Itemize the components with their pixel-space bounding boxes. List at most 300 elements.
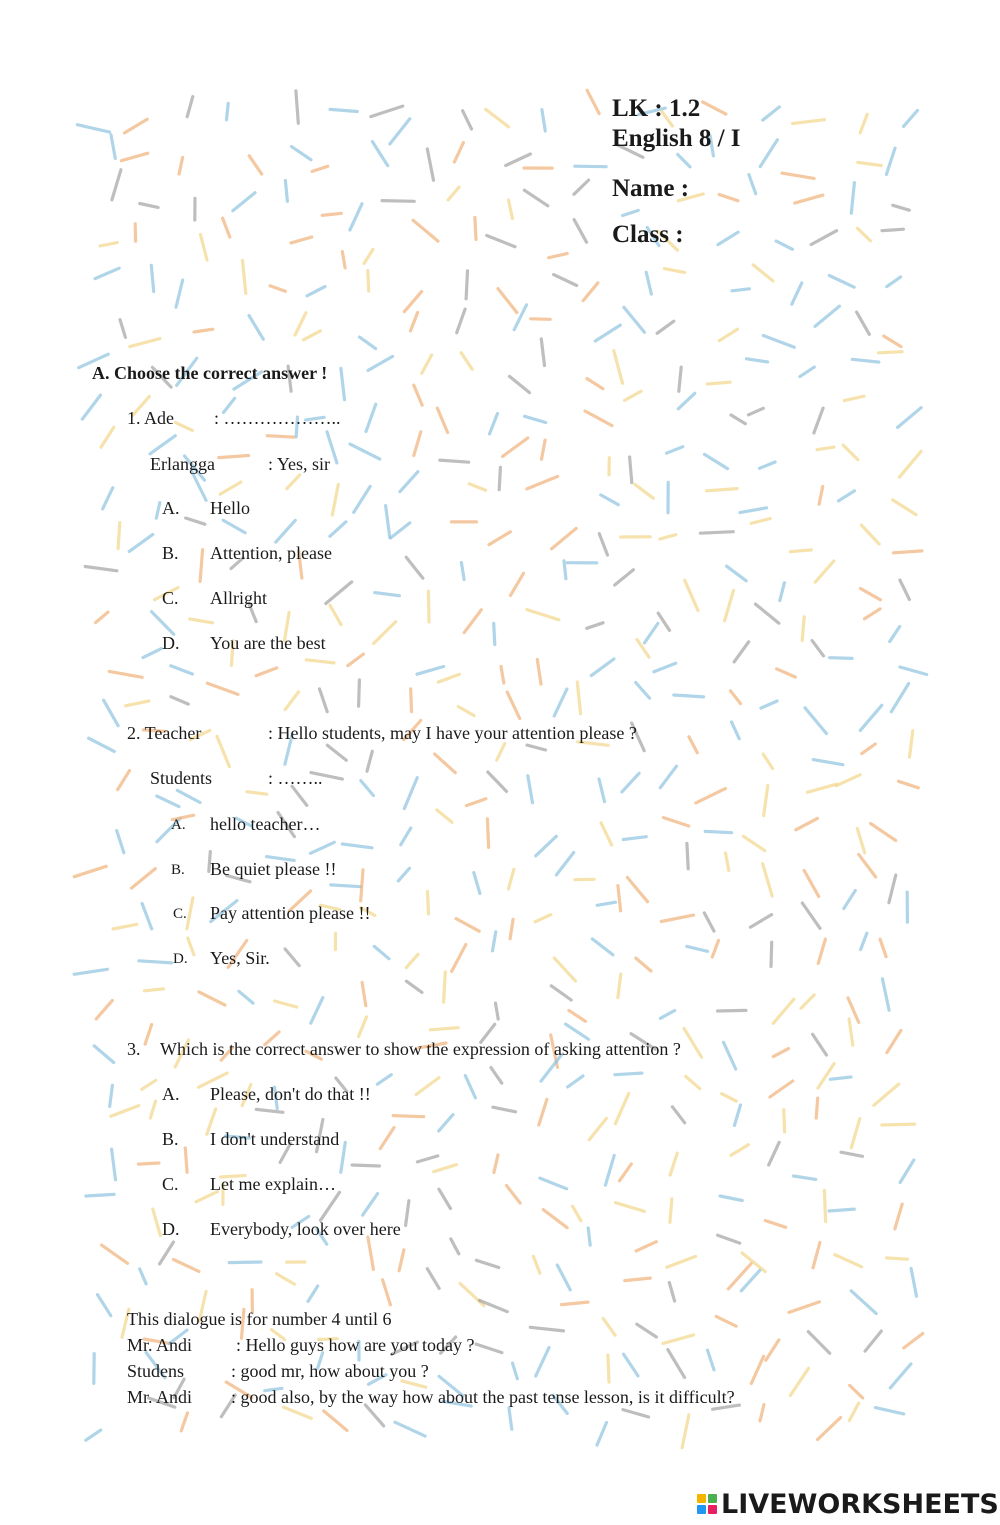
confetti-stroke bbox=[139, 961, 172, 963]
confetti-stroke bbox=[476, 1344, 502, 1353]
confetti-stroke bbox=[414, 385, 422, 405]
confetti-stroke bbox=[86, 1194, 114, 1196]
confetti-stroke bbox=[622, 773, 639, 792]
confetti-stroke bbox=[324, 1411, 347, 1431]
confetti-stroke bbox=[525, 416, 546, 422]
confetti-stroke bbox=[89, 738, 115, 751]
confetti-stroke bbox=[467, 799, 486, 806]
confetti-stroke bbox=[86, 1430, 101, 1440]
confetti-stroke bbox=[685, 580, 698, 610]
confetti-stroke bbox=[718, 1235, 740, 1243]
confetti-stroke bbox=[726, 853, 729, 870]
confetti-stroke bbox=[398, 868, 409, 881]
confetti-stroke bbox=[308, 1286, 318, 1301]
confetti-stroke bbox=[747, 359, 768, 362]
confetti-stroke bbox=[813, 760, 843, 765]
confetti-stroke bbox=[661, 915, 693, 921]
confetti-stroke bbox=[173, 1260, 199, 1272]
dialogue-line: : good also, by the way how about the past tense lesson, is it difficult? bbox=[231, 1387, 735, 1407]
confetti-stroke bbox=[496, 1003, 499, 1019]
confetti-stroke bbox=[374, 946, 389, 958]
confetti-stroke bbox=[646, 272, 651, 294]
confetti-stroke bbox=[734, 1105, 740, 1125]
confetti-stroke bbox=[498, 289, 517, 313]
confetti-stroke bbox=[368, 1237, 374, 1269]
confetti-stroke bbox=[413, 220, 438, 241]
confetti-stroke bbox=[734, 642, 749, 662]
confetti-stroke bbox=[910, 731, 913, 757]
q2-line-2: : …….. bbox=[268, 768, 323, 788]
q3-option-letter: B. bbox=[162, 1129, 179, 1149]
confetti-stroke bbox=[678, 393, 695, 409]
confetti-stroke bbox=[556, 853, 573, 875]
q1-option-d[interactable]: You are the best bbox=[210, 633, 326, 653]
confetti-stroke bbox=[887, 1030, 901, 1052]
confetti-stroke bbox=[860, 705, 882, 730]
confetti-stroke bbox=[401, 828, 411, 845]
confetti-stroke bbox=[718, 1010, 746, 1011]
confetti-stroke bbox=[363, 1194, 378, 1216]
confetti-stroke bbox=[712, 940, 718, 957]
confetti-stroke bbox=[749, 408, 764, 415]
confetti-stroke bbox=[509, 1408, 512, 1430]
confetti-stroke bbox=[461, 353, 472, 370]
confetti-stroke bbox=[190, 619, 213, 623]
confetti-stroke bbox=[811, 231, 836, 245]
confetti-stroke bbox=[672, 1107, 684, 1123]
confetti-stroke bbox=[718, 232, 738, 244]
confetti-stroke bbox=[371, 106, 403, 117]
confetti-stroke bbox=[383, 1280, 391, 1305]
confetti-stroke bbox=[829, 276, 854, 288]
confetti-stroke bbox=[223, 520, 245, 533]
confetti-stroke bbox=[760, 462, 776, 468]
confetti-stroke bbox=[577, 682, 580, 714]
confetti-stroke bbox=[307, 287, 325, 296]
confetti-stroke bbox=[311, 842, 335, 853]
confetti-stroke bbox=[372, 142, 387, 166]
confetti-stroke bbox=[858, 228, 871, 241]
confetti-stroke bbox=[229, 1262, 261, 1263]
confetti-stroke bbox=[126, 701, 149, 706]
confetti-stroke bbox=[511, 573, 524, 595]
confetti-stroke bbox=[623, 1410, 649, 1417]
confetti-stroke bbox=[802, 903, 820, 928]
confetti-stroke bbox=[725, 590, 734, 620]
confetti-stroke bbox=[437, 810, 452, 822]
confetti-stroke bbox=[601, 823, 612, 845]
confetti-stroke bbox=[637, 1324, 657, 1337]
confetti-stroke bbox=[179, 158, 183, 175]
confetti-stroke bbox=[243, 260, 246, 293]
confetti-stroke bbox=[658, 613, 669, 630]
q2-option-letter: D. bbox=[173, 951, 188, 967]
confetti-stroke bbox=[332, 484, 338, 515]
confetti-stroke bbox=[716, 1316, 736, 1326]
q2-option-letter: C. bbox=[173, 906, 187, 922]
confetti-stroke bbox=[465, 1076, 475, 1098]
confetti-stroke bbox=[474, 873, 480, 894]
confetti-stroke bbox=[422, 355, 432, 373]
confetti-stroke bbox=[608, 1355, 609, 1382]
confetti-stroke bbox=[601, 495, 619, 505]
q3-option-d[interactable]: Everybody, look over here bbox=[210, 1219, 401, 1239]
confetti-stroke bbox=[890, 627, 900, 642]
confetti-stroke bbox=[850, 1385, 863, 1398]
confetti-stroke bbox=[117, 831, 124, 853]
q3-number: 3. bbox=[127, 1039, 141, 1059]
confetti-stroke bbox=[98, 1295, 111, 1316]
confetti-stroke bbox=[542, 110, 545, 132]
q2-speaker-2: Students bbox=[150, 768, 213, 788]
confetti-stroke bbox=[440, 460, 469, 462]
confetti-stroke bbox=[687, 946, 708, 951]
confetti-stroke bbox=[727, 566, 747, 581]
confetti-stroke bbox=[187, 898, 193, 929]
confetti-stroke bbox=[800, 367, 814, 377]
confetti-stroke bbox=[705, 454, 728, 468]
confetti-stroke bbox=[312, 166, 328, 171]
confetti-stroke bbox=[554, 275, 577, 286]
confetti-stroke bbox=[587, 623, 603, 629]
confetti-stroke bbox=[882, 229, 903, 231]
confetti-stroke bbox=[844, 396, 864, 400]
q3-option-b[interactable]: I don't understand bbox=[210, 1129, 340, 1149]
confetti-stroke bbox=[217, 736, 229, 766]
confetti-stroke bbox=[359, 680, 360, 706]
confetti-stroke bbox=[439, 1115, 453, 1131]
confetti-stroke bbox=[285, 949, 299, 966]
confetti-stroke bbox=[475, 218, 476, 240]
confetti-stroke bbox=[277, 1274, 295, 1285]
q1-option-letter: A. bbox=[162, 498, 180, 518]
q1-option-letter: D. bbox=[162, 633, 180, 653]
confetti-stroke bbox=[568, 1076, 583, 1087]
confetti-stroke bbox=[780, 583, 785, 601]
confetti-stroke bbox=[790, 1368, 808, 1395]
confetti-stroke bbox=[704, 913, 714, 931]
confetti-stroke bbox=[859, 854, 876, 877]
confetti-stroke bbox=[599, 779, 605, 802]
class-label: Class : bbox=[612, 221, 684, 248]
confetti-stroke bbox=[494, 1155, 498, 1173]
confetti-stroke bbox=[125, 119, 148, 133]
q1-option-a[interactable]: Hello bbox=[210, 498, 250, 518]
confetti-stroke bbox=[884, 336, 901, 347]
confetti-stroke bbox=[554, 689, 567, 716]
confetti-stroke bbox=[627, 878, 647, 902]
confetti-stroke bbox=[140, 1269, 146, 1284]
confetti-stroke bbox=[463, 111, 472, 129]
confetti-stroke bbox=[102, 1245, 128, 1263]
confetti-stroke bbox=[893, 205, 910, 210]
confetti-stroke bbox=[219, 456, 249, 458]
confetti-stroke bbox=[805, 708, 826, 734]
confetti-stroke bbox=[771, 942, 772, 966]
confetti-stroke bbox=[150, 1101, 155, 1118]
confetti-stroke bbox=[591, 659, 614, 676]
logo-grid-icon bbox=[697, 1494, 717, 1514]
confetti-stroke bbox=[663, 1335, 694, 1344]
confetti-stroke bbox=[851, 1119, 860, 1148]
confetti-stroke bbox=[120, 320, 125, 338]
confetti-stroke bbox=[857, 829, 864, 853]
confetti-stroke bbox=[618, 886, 621, 911]
confetti-stroke bbox=[406, 981, 422, 992]
q2-option-letter: A. bbox=[171, 817, 186, 833]
confetti-stroke bbox=[487, 819, 488, 848]
confetti-stroke bbox=[382, 201, 414, 202]
confetti-stroke bbox=[782, 173, 814, 178]
confetti-stroke bbox=[439, 1189, 451, 1208]
confetti-stroke bbox=[322, 213, 341, 215]
confetti-stroke bbox=[77, 125, 109, 132]
confetti-stroke bbox=[900, 667, 927, 675]
confetti-stroke bbox=[818, 1418, 841, 1440]
confetti-stroke bbox=[118, 771, 130, 790]
confetti-stroke bbox=[249, 316, 263, 340]
confetti-stroke bbox=[74, 969, 107, 974]
confetti-stroke bbox=[153, 1209, 161, 1236]
confetti-stroke bbox=[784, 1110, 785, 1132]
confetti-stroke bbox=[399, 1250, 404, 1271]
q3-option-letter: A. bbox=[162, 1084, 180, 1104]
confetti-stroke bbox=[368, 356, 393, 370]
confetti-stroke bbox=[620, 1164, 632, 1181]
confetti-stroke bbox=[636, 958, 651, 971]
confetti-stroke bbox=[770, 1081, 793, 1097]
confetti-stroke bbox=[142, 904, 152, 929]
confetti-stroke bbox=[527, 745, 546, 750]
confetti-stroke bbox=[352, 1165, 379, 1166]
confetti-stroke bbox=[292, 786, 307, 805]
confetti-stroke bbox=[813, 1034, 827, 1055]
confetti-stroke bbox=[911, 1268, 916, 1296]
confetti-stroke bbox=[350, 204, 362, 230]
confetti-stroke bbox=[674, 695, 704, 697]
confetti-stroke bbox=[361, 870, 363, 901]
confetti-stroke bbox=[350, 444, 380, 459]
confetti-stroke bbox=[793, 120, 825, 124]
confetti-stroke bbox=[256, 668, 277, 676]
confetti-stroke bbox=[156, 503, 160, 519]
confetti-stroke bbox=[365, 1405, 383, 1426]
confetti-stroke bbox=[171, 666, 193, 674]
confetti-stroke bbox=[510, 376, 530, 392]
confetti-stroke bbox=[625, 391, 642, 400]
confetti-stroke bbox=[393, 1116, 424, 1117]
q2-option-a[interactable]: hello teacher… bbox=[210, 814, 321, 834]
confetti-stroke bbox=[112, 170, 121, 200]
confetti-stroke bbox=[618, 974, 621, 998]
confetti-stroke bbox=[860, 114, 867, 133]
confetti-stroke bbox=[327, 745, 346, 760]
confetti-stroke bbox=[160, 1242, 174, 1264]
liveworksheets-logo[interactable] bbox=[697, 1488, 999, 1520]
confetti-stroke bbox=[270, 286, 285, 291]
confetti-stroke bbox=[200, 550, 203, 582]
confetti-stroke bbox=[74, 866, 106, 876]
confetti-stroke bbox=[849, 1403, 858, 1421]
confetti-stroke bbox=[720, 1196, 742, 1201]
confetti-stroke bbox=[535, 915, 551, 922]
confetti-stroke bbox=[732, 289, 749, 291]
confetti-stroke bbox=[541, 339, 544, 366]
confetti-stroke bbox=[386, 506, 390, 538]
confetti-stroke bbox=[285, 181, 287, 202]
confetti-stroke bbox=[707, 489, 737, 491]
confetti-stroke bbox=[275, 1001, 297, 1007]
confetti-stroke bbox=[448, 187, 459, 200]
confetti-stroke bbox=[112, 1149, 116, 1180]
confetti-stroke bbox=[364, 249, 373, 263]
confetti-stroke bbox=[543, 1210, 567, 1228]
confetti-stroke bbox=[341, 368, 345, 399]
confetti-stroke bbox=[306, 660, 334, 663]
confetti-stroke bbox=[732, 722, 740, 739]
confetti-stroke bbox=[839, 491, 855, 501]
confetti-stroke bbox=[380, 1128, 394, 1149]
q1-option-c[interactable]: Allright bbox=[210, 588, 267, 608]
confetti-stroke bbox=[636, 683, 650, 699]
confetti-stroke bbox=[812, 641, 823, 656]
confetti-stroke bbox=[181, 1413, 187, 1431]
confetti-stroke bbox=[624, 307, 645, 332]
confetti-stroke bbox=[864, 609, 880, 619]
dialogue-line: : good mr, how about you ? bbox=[231, 1361, 429, 1381]
q2-option-c[interactable]: Pay attention please !! bbox=[210, 903, 371, 923]
confetti-stroke bbox=[597, 902, 615, 905]
confetti-stroke bbox=[871, 824, 896, 841]
confetti-stroke bbox=[887, 1258, 908, 1259]
confetti-stroke bbox=[501, 666, 504, 683]
confetti-stroke bbox=[486, 109, 509, 127]
confetti-stroke bbox=[111, 135, 115, 159]
confetti-stroke bbox=[427, 1269, 439, 1289]
confetti-stroke bbox=[818, 1064, 834, 1088]
confetti-stroke bbox=[625, 1278, 651, 1281]
confetti-stroke bbox=[527, 610, 559, 620]
confetti-stroke bbox=[630, 457, 632, 483]
confetti-stroke bbox=[816, 1098, 818, 1118]
confetti-stroke bbox=[569, 1010, 586, 1021]
confetti-stroke bbox=[861, 525, 879, 544]
confetti-stroke bbox=[375, 593, 400, 596]
confetti-stroke bbox=[657, 321, 674, 333]
confetti-stroke bbox=[660, 535, 676, 539]
confetti-stroke bbox=[670, 1153, 677, 1175]
confetti-stroke bbox=[705, 831, 731, 832]
q1-option-letter: C. bbox=[162, 588, 179, 608]
confetti-stroke bbox=[722, 1094, 737, 1101]
confetti-stroke bbox=[636, 1242, 656, 1251]
confetti-stroke bbox=[801, 995, 814, 1008]
confetti-stroke bbox=[444, 972, 446, 1002]
dialogue-line: : Hello guys how are you today ? bbox=[236, 1335, 475, 1355]
confetti-stroke bbox=[96, 612, 109, 623]
confetti-stroke bbox=[551, 986, 571, 1000]
confetti-stroke bbox=[186, 518, 205, 524]
confetti-stroke bbox=[573, 1206, 581, 1221]
q3-option-a[interactable]: Please, don't do that !! bbox=[210, 1084, 371, 1104]
confetti-stroke bbox=[361, 781, 374, 796]
confetti-stroke bbox=[100, 243, 117, 246]
confetti-stroke bbox=[824, 1190, 825, 1221]
q3-option-c[interactable]: Let me explain… bbox=[210, 1174, 336, 1194]
confetti-stroke bbox=[311, 998, 323, 1024]
confetti-stroke bbox=[395, 1422, 425, 1436]
confetti-stroke bbox=[130, 339, 160, 347]
confetti-stroke bbox=[509, 200, 513, 219]
confetti-stroke bbox=[488, 772, 507, 791]
q2-option-b[interactable]: Be quiet please !! bbox=[210, 859, 337, 879]
confetti-stroke bbox=[151, 265, 153, 291]
confetti-stroke bbox=[879, 352, 903, 353]
section-title: A. Choose the correct answer ! bbox=[92, 363, 328, 383]
confetti-stroke bbox=[616, 1203, 645, 1212]
confetti-stroke bbox=[623, 210, 639, 215]
confetti-stroke bbox=[348, 654, 364, 666]
confetti-stroke bbox=[461, 563, 464, 580]
confetti-stroke bbox=[276, 520, 296, 542]
confetti-stroke bbox=[200, 234, 207, 260]
confetti-stroke bbox=[899, 451, 921, 477]
confetti-stroke bbox=[291, 237, 312, 243]
confetti-stroke bbox=[769, 1142, 780, 1165]
confetti-stroke bbox=[456, 919, 479, 932]
confetti-stroke bbox=[438, 674, 459, 682]
confetti-stroke bbox=[585, 411, 612, 426]
confetti-stroke bbox=[411, 689, 412, 712]
confetti-stroke bbox=[637, 640, 649, 658]
confetti-stroke bbox=[554, 958, 575, 981]
q2-option-d[interactable]: Yes, Sir. bbox=[210, 948, 270, 968]
q1-option-b[interactable]: Attention, please bbox=[210, 543, 332, 563]
confetti-stroke bbox=[111, 1106, 139, 1117]
confetti-stroke bbox=[528, 776, 533, 803]
confetti-stroke bbox=[367, 751, 372, 771]
confetti-stroke bbox=[527, 476, 558, 489]
confetti-stroke bbox=[121, 153, 147, 161]
confetti-stroke bbox=[696, 789, 726, 803]
confetti-stroke bbox=[138, 1163, 159, 1164]
confetti-stroke bbox=[359, 1017, 367, 1037]
confetti-stroke bbox=[597, 1423, 607, 1446]
confetti-stroke bbox=[330, 605, 341, 624]
confetti-stroke bbox=[893, 500, 917, 515]
q1-option-letter: B. bbox=[162, 543, 179, 563]
confetti-stroke bbox=[493, 932, 496, 951]
confetti-stroke bbox=[400, 472, 418, 492]
confetti-stroke bbox=[113, 924, 137, 929]
q1-line-1: : ……………….. bbox=[214, 408, 341, 428]
confetti-stroke bbox=[143, 649, 161, 658]
confetti-stroke bbox=[724, 1042, 736, 1069]
q2-option-letter: B. bbox=[171, 862, 185, 878]
confetti-stroke bbox=[411, 313, 418, 331]
confetti-stroke bbox=[615, 1073, 642, 1075]
confetti-stroke bbox=[707, 382, 730, 384]
confetti-stroke bbox=[434, 1165, 457, 1172]
confetti-stroke bbox=[605, 1155, 614, 1185]
confetti-stroke bbox=[96, 1000, 112, 1019]
confetti-stroke bbox=[514, 305, 526, 330]
confetti-stroke bbox=[686, 1076, 700, 1088]
q1-speaker-1: 1. Ade bbox=[127, 408, 174, 428]
confetti-stroke bbox=[284, 1407, 312, 1418]
confetti-stroke bbox=[740, 508, 767, 513]
confetti-stroke bbox=[406, 557, 423, 578]
